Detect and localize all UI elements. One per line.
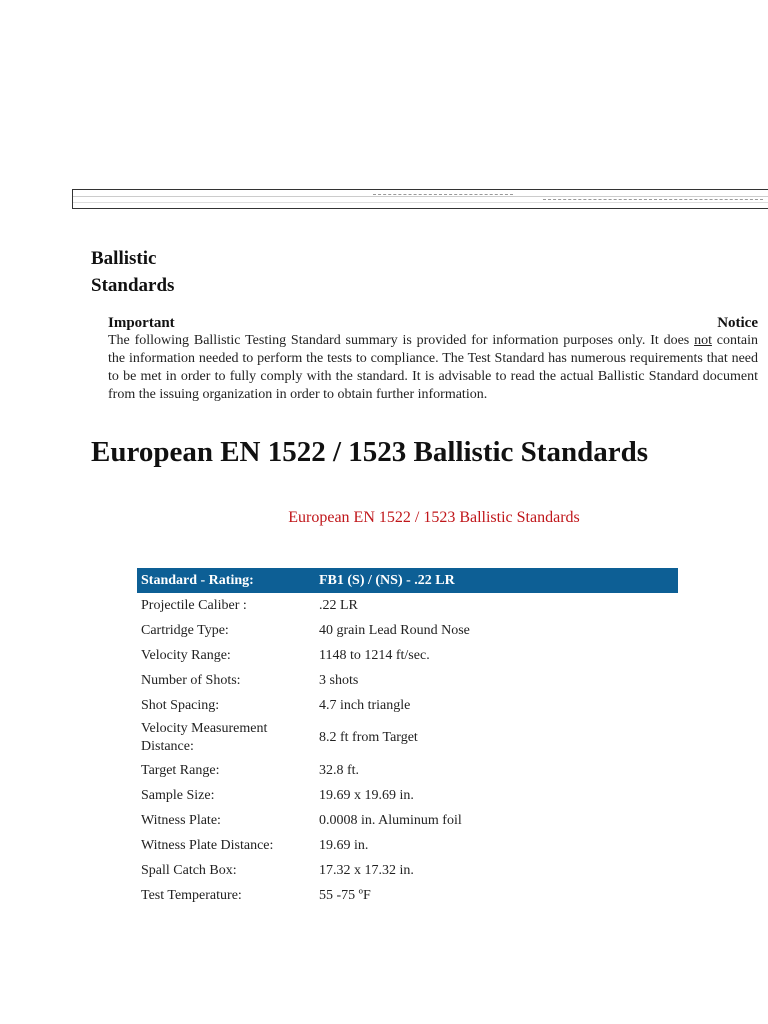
row-value: 4.7 inch triangle (319, 697, 411, 713)
table-row (137, 618, 678, 643)
table-row (137, 858, 678, 883)
table-row (137, 593, 678, 618)
row-label: Witness Plate Distance: (141, 837, 274, 853)
notice-label-right: Notice (717, 315, 758, 331)
row-label: Shot Spacing: (141, 697, 220, 713)
row-label: Cartridge Type: (141, 622, 229, 638)
notice-text-part1: The following Ballistic Testing Standard summary is provided for information purposes only. It does (108, 333, 695, 348)
table-row (137, 643, 678, 668)
notice-text (108, 332, 758, 404)
notice-text-part2: contain the information needed to perform the tests to compliance. The Test Standard has numerous requirements that need to be met in order to fully comply with the standard. It is advisable to read the actual Ballistic Standard document from the issuing organization in order to obtain further information. (108, 333, 758, 402)
row-value: 0.0008 in. Aluminum foil (319, 812, 462, 828)
row-label: Velocity Measurement Distance: (141, 721, 268, 754)
header-rating-value: FB1 (S) / (NS) - .22 LR (315, 568, 678, 593)
row-label: Sample Size: (141, 787, 215, 803)
table-row (137, 883, 678, 908)
table-row (137, 783, 678, 808)
table-row (137, 668, 678, 693)
row-value: 32.8 ft. (319, 762, 360, 778)
notice-text-underlined: not (694, 333, 712, 348)
table-row (137, 718, 678, 758)
spec-table (137, 568, 678, 908)
row-label: Projectile Caliber : (141, 597, 247, 613)
row-value: 17.32 x 17.32 in. (319, 862, 414, 878)
table-row (137, 808, 678, 833)
important-notice (108, 314, 758, 404)
row-value: .22 LR (319, 597, 358, 613)
site-title-line1: Ballistic (91, 248, 157, 269)
row-label: Velocity Range: (141, 647, 231, 663)
table-caption: European EN 1522 / 1523 Ballistic Standards (288, 509, 580, 526)
table-row (137, 833, 678, 858)
table-row (137, 693, 678, 718)
row-label: Target Range: (141, 762, 220, 778)
row-value: 40 grain Lead Round Nose (319, 622, 470, 638)
notice-label-left: Important (108, 315, 175, 331)
row-value: 19.69 in. (319, 837, 369, 853)
spec-table-header-row (137, 568, 678, 593)
notice-heading (108, 314, 758, 332)
row-label: Witness Plate: (141, 812, 221, 828)
header-rating-label: Standard - Rating: (137, 568, 315, 593)
row-label: Test Temperature: (141, 887, 242, 903)
table-row (137, 758, 678, 783)
row-value: 19.69 x 19.69 in. (319, 787, 414, 803)
header-banner-image (72, 189, 768, 209)
row-label: Number of Shots: (141, 672, 241, 688)
row-value: 1148 to 1214 ft/sec. (319, 647, 430, 663)
site-title (91, 245, 231, 299)
row-value: 8.2 ft from Target (319, 730, 418, 745)
row-value: 55 -75 ºF (319, 887, 371, 903)
site-title-line2: Standards (91, 275, 175, 296)
row-label: Spall Catch Box: (141, 862, 237, 878)
page-heading: European EN 1522 / 1523 Ballistic Standards (91, 436, 649, 468)
row-value: 3 shots (319, 672, 359, 688)
